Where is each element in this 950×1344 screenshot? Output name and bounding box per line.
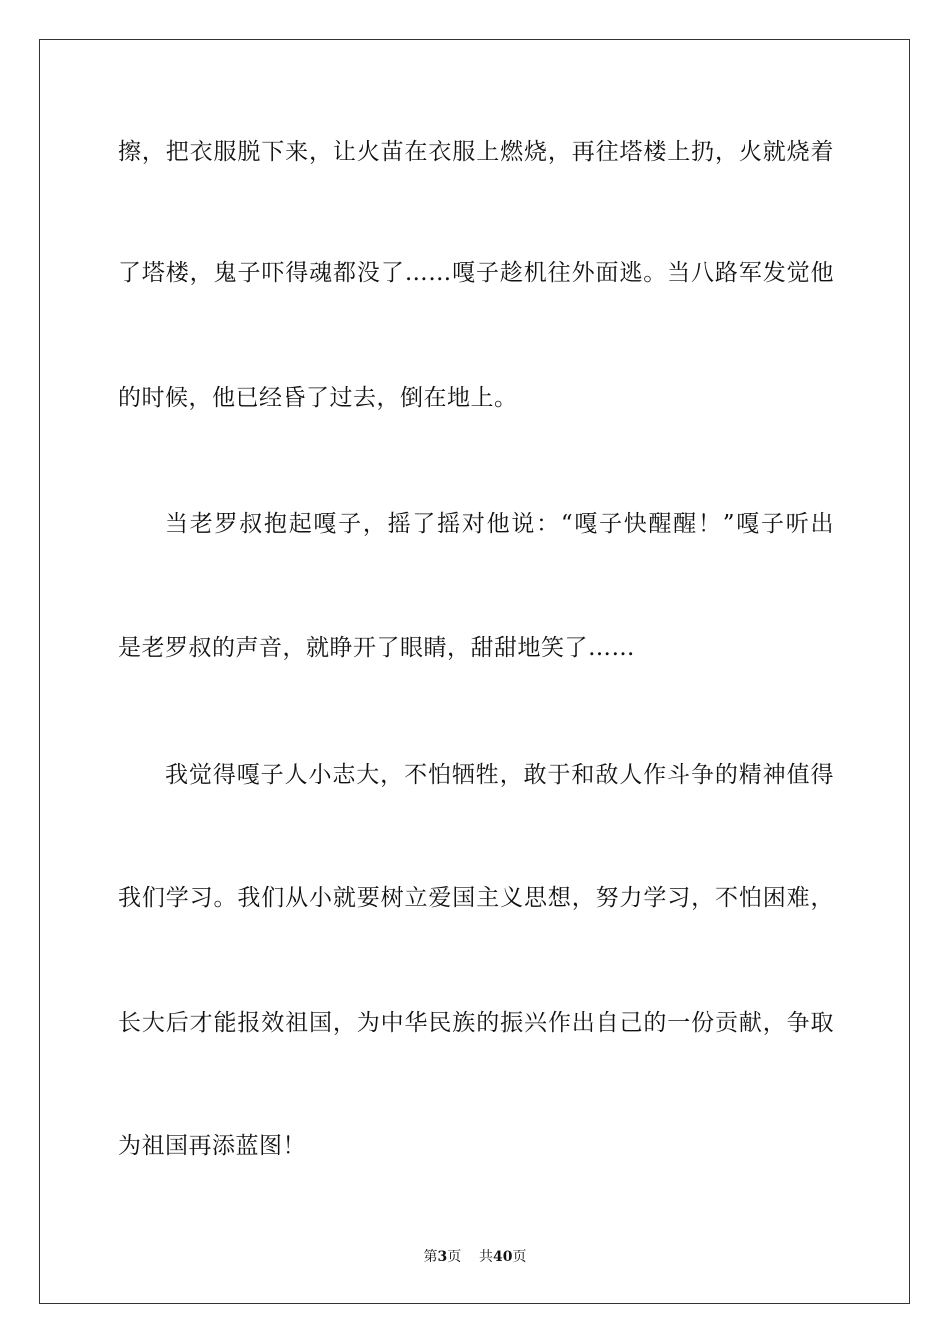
body-line-4: 当老罗叔抱起嘎子，摇了摇对他说：“嘎子快醒醒！”嘎子听出 xyxy=(165,511,834,537)
footer-prefix: 第 xyxy=(423,1249,438,1265)
body-line-8: 长大后才能报效祖国，为中华民族的振兴作出自己的一份贡献，争取 xyxy=(118,1010,834,1036)
body-line-1: 擦，把衣服脱下来，让火苗在衣服上燃烧，再往塔楼上扔，火就烧着 xyxy=(118,139,834,165)
body-line-3: 的时候，他已经昏了过去，倒在地上。 xyxy=(118,385,518,411)
footer-total-prefix: 共 xyxy=(479,1249,494,1265)
body-line-6: 我觉得嘎子人小志大，不怕牺牲，敢于和敌人作斗争的精神值得 xyxy=(165,762,834,788)
body-line-9: 为祖国再添蓝图！ xyxy=(118,1133,306,1159)
body-line-7: 我们学习。我们从小就要树立爱国主义思想，努力学习，不怕困难， xyxy=(118,885,834,911)
body-line-5: 是老罗叔的声音，就睁开了眼睛，甜甜地笑了…… xyxy=(118,635,635,661)
current-page-number: 3 xyxy=(437,1249,448,1265)
body-line-2: 了塔楼，鬼子吓得魂都没了……嘎子趁机往外面逃。当八路军发觉他 xyxy=(118,260,834,286)
page-border xyxy=(39,39,910,1304)
footer-total-suffix: 页 xyxy=(512,1249,527,1265)
page-footer xyxy=(0,1247,950,1267)
footer-page-suffix: 页 xyxy=(447,1249,462,1265)
total-pages-number: 40 xyxy=(493,1249,513,1265)
